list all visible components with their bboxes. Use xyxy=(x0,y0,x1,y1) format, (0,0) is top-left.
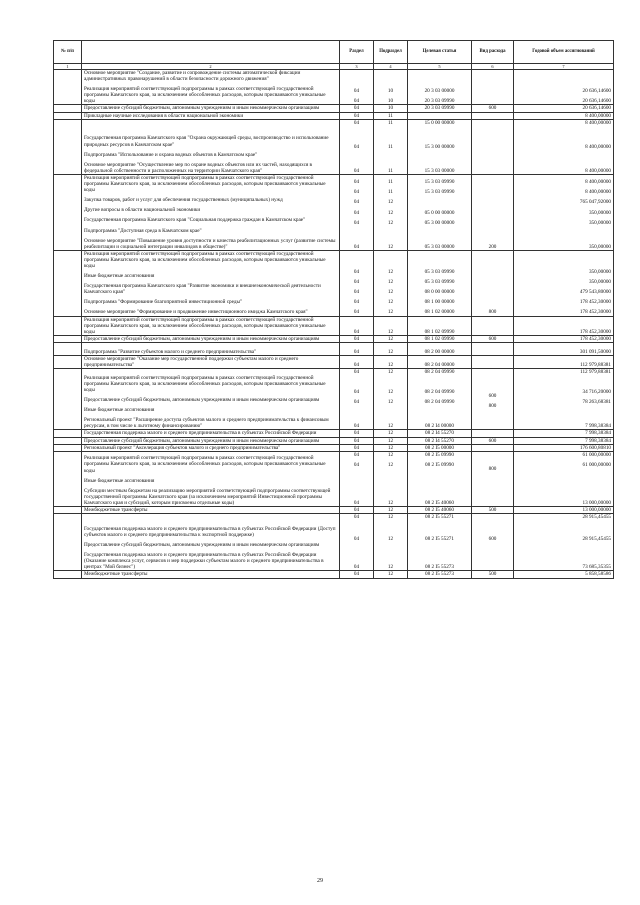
amount-cell xyxy=(514,119,614,174)
column-number: 3 xyxy=(340,64,374,70)
razdel-value: 04 xyxy=(353,499,360,506)
row-number-cell xyxy=(54,119,82,174)
razdel-cell: 04 xyxy=(340,355,374,368)
column-number: 7 xyxy=(514,64,614,70)
item-name: Иные бюджетные ассигнования xyxy=(84,273,155,280)
amount-cell xyxy=(514,369,614,430)
table-row xyxy=(54,437,614,444)
amount-value: 8 400,00000 xyxy=(585,143,611,150)
target-article-value: 08 2 I5 09990 xyxy=(425,451,454,458)
razdel-value: 04 xyxy=(353,289,360,296)
podrazdel-value: 11 xyxy=(388,119,393,126)
podrazdel-cell: 12 xyxy=(374,571,408,578)
expense-type-cell xyxy=(472,451,514,506)
target-article-value: 08 2 I5 40060 xyxy=(425,499,454,506)
amount-cell xyxy=(514,250,614,316)
target-article-cell: 08 2 00 00000 xyxy=(408,342,472,355)
budget-table xyxy=(53,40,614,579)
row-number-cell xyxy=(54,437,82,444)
table-row xyxy=(54,451,614,506)
razdel-value: 04 xyxy=(353,209,360,216)
podrazdel-value: 12 xyxy=(387,536,394,543)
row-number-cell xyxy=(54,369,82,430)
item-name: Закупка товаров, работ и услуг для обеспечения государственных (муниципальных) нужд xyxy=(84,197,283,204)
item-name-cell xyxy=(82,174,340,250)
column-number: 2 xyxy=(82,64,340,70)
podrazdel-value: 12 xyxy=(387,279,394,286)
item-name-cell xyxy=(82,369,340,430)
item-name: Иные бюджетные ассигнования xyxy=(84,407,155,414)
razdel-cell xyxy=(340,514,374,571)
expense-type-cell: 600 xyxy=(472,437,514,444)
amount-cell: 7 998,38384 xyxy=(514,437,614,444)
target-article-cell: 20 3 03 09990 xyxy=(408,105,472,112)
amount-value: 28 915,45455 xyxy=(582,536,611,543)
podrazdel-value: 10 xyxy=(387,88,394,95)
razdel-cell: 04 xyxy=(340,437,374,444)
target-article-value: 15 3 03 09990 xyxy=(424,179,455,186)
header-podrazdel: Подраздел xyxy=(374,41,408,64)
podrazdel-cell xyxy=(374,250,408,316)
amount-cell: 5 858,58586 xyxy=(514,571,614,578)
amount-value: 61 000,00000 xyxy=(582,451,611,458)
amount-value: 765 047,92000 xyxy=(579,199,611,206)
row-number-cell xyxy=(54,514,82,571)
amount-cell: 7 998,38384 xyxy=(514,430,614,437)
razdel-value: 04 xyxy=(353,243,360,250)
target-article-value: 08 2 I5 55271 xyxy=(425,536,454,543)
razdel-cell xyxy=(340,451,374,506)
row-number-cell xyxy=(54,250,82,316)
table-row xyxy=(54,430,614,437)
podrazdel-cell: 12 xyxy=(374,335,408,342)
expense-type-cell: 500 xyxy=(472,571,514,578)
razdel-cell: 04 xyxy=(340,342,374,355)
target-article-value: 08 0 00 00000 xyxy=(424,289,455,296)
header-target-article: Целевая статья xyxy=(408,41,472,64)
item-name: Реализация мероприятий соответствующей подпрограммы в рамках соответствующей государственной программы Камчатского края, за исключением обособленных расходов, которым присваиваются уникальные коды xyxy=(84,86,326,105)
amount-value: 61 000,00000 xyxy=(582,461,611,468)
expense-type-cell xyxy=(472,250,514,316)
row-number-cell xyxy=(54,507,82,514)
item-name: Подпрограмма "Использование и охрана водных объектов в Камчатском крае" xyxy=(84,151,258,158)
expense-type-cell: 600 xyxy=(472,335,514,342)
target-article-value: 05 3 03 09990 xyxy=(424,269,455,276)
amount-value: 350,00000 xyxy=(588,243,611,250)
amount-value: 8 400,00000 xyxy=(585,167,611,174)
expense-type-value: 600 xyxy=(488,536,497,543)
podrazdel-cell xyxy=(374,451,408,506)
target-article-value: 05 0 00 00000 xyxy=(424,209,455,216)
razdel-cell xyxy=(340,174,374,250)
target-article-cell xyxy=(408,174,472,250)
podrazdel-value: 12 xyxy=(387,389,394,396)
header-name xyxy=(82,41,340,64)
item-name: Реализация мероприятий соответствующей подпрограммы в рамках соответствующей государственной программы Камчатского края, за исключением обособленных расходов, которым присваиваются уникальные коды xyxy=(84,374,326,393)
row-number-cell xyxy=(54,335,82,342)
podrazdel-value: 12 xyxy=(387,219,394,226)
expense-type-cell xyxy=(472,70,514,105)
razdel-cell: 04 xyxy=(340,430,374,437)
podrazdel-value: 10 xyxy=(387,98,394,105)
razdel-cell: 04 xyxy=(340,105,374,112)
row-number-cell xyxy=(54,430,82,437)
item-name: Государственная программа Камчатского края "Развитие экономики и внешнеэкономической деятельности Камчатского края" xyxy=(84,283,321,296)
podrazdel-cell: 12 xyxy=(374,430,408,437)
target-article-value: 08 2 I4 00000 xyxy=(425,423,454,430)
target-article-cell: 08 2 I5 55273 xyxy=(408,571,472,578)
amount-cell: 13 000,00000 xyxy=(514,507,614,514)
item-name-cell: Межбюджетные трансферты xyxy=(82,571,340,578)
razdel-value: 04 xyxy=(353,179,360,186)
razdel-value: 04 xyxy=(353,309,360,316)
podrazdel-value: 12 xyxy=(387,423,394,430)
amount-value: 350,00000 xyxy=(588,209,611,216)
item-name-cell: Предоставление субсидий бюджетным, автономным учреждениям и иным некоммерческим организациям xyxy=(82,335,340,342)
table-row xyxy=(54,335,614,342)
target-article-cell: 08 2 I4 55270 xyxy=(408,430,472,437)
table-row xyxy=(54,571,614,578)
item-name-cell: Предоставление субсидий бюджетным, автономным учреждениям и иным некоммерческим организациям xyxy=(82,437,340,444)
item-name: Основное мероприятие "Формирование и продвижение инвестиционного имиджа Камчатского края" xyxy=(84,309,308,316)
table-row xyxy=(54,342,614,355)
row-number-cell xyxy=(54,112,82,119)
item-name: Другие вопросы в области национальной экономики xyxy=(84,207,201,214)
expense-type-cell xyxy=(472,112,514,119)
target-article-cell xyxy=(408,369,472,430)
target-article-value: 05 3 03 09990 xyxy=(424,279,455,286)
target-article-cell xyxy=(408,451,472,506)
amount-value: 350,00000 xyxy=(588,279,611,286)
amount-value: 8 400,00000 xyxy=(585,179,611,186)
target-article-cell: 08 2 04 00000 xyxy=(408,355,472,368)
expense-type-value: 800 xyxy=(488,465,497,472)
expense-type-cell xyxy=(472,174,514,250)
budget-table-page xyxy=(53,40,613,579)
amount-cell xyxy=(514,514,614,571)
podrazdel-value: 12 xyxy=(387,243,394,250)
item-name: Реализация мероприятий соответствующей подпрограммы в рамках соответствующей государственной программы Камчатского края, за исключением обособленных расходов, которым присваиваются уникальные коды xyxy=(84,250,326,269)
podrazdel-value: 11 xyxy=(388,143,393,150)
podrazdel-cell: 10 xyxy=(374,105,408,112)
razdel-value: 04 xyxy=(353,369,360,376)
item-name-cell: Прикладные научные исследования в области национальной экономики xyxy=(82,112,340,119)
item-name: Основное мероприятие "Создание, развитие и сопровождение системы автоматической фиксации административных правонарушений в области безопасности дорожного движения" xyxy=(84,70,301,83)
podrazdel-value: 11 xyxy=(388,179,393,186)
item-name: Реализация мероприятий соответствующей подпрограммы в рамках соответствующей государственной программы Камчатского края, за исключением обособленных расходов, которым присваиваются уникальные коды xyxy=(84,174,326,194)
podrazdel-value: 11 xyxy=(388,167,393,174)
podrazdel-value: 12 xyxy=(387,451,394,458)
target-article-cell xyxy=(408,119,472,174)
target-article-cell: 08 2 I5 00000 xyxy=(408,444,472,451)
item-name: Государственная программа Камчатского края "Социальная поддержка граждан в Камчатском крае" xyxy=(84,217,306,224)
razdel-value: 04 xyxy=(353,279,360,286)
amount-value: 73 685,35355 xyxy=(582,564,611,571)
podrazdel-value: 12 xyxy=(387,461,394,468)
item-name: Подпрограмма "Доступная среда в Камчатском крае" xyxy=(84,227,202,234)
razdel-value: 04 xyxy=(353,219,360,226)
item-name-cell xyxy=(82,514,340,571)
amount-value: 8 400,00000 xyxy=(585,119,611,126)
item-name-cell: Подпрограмма "Развитие субъектов малого и среднего предпринимательства" xyxy=(82,342,340,355)
amount-value: 13 000,00000 xyxy=(582,499,611,506)
item-name: Иные бюджетные ассигнования xyxy=(84,477,155,484)
podrazdel-value: 12 xyxy=(387,514,394,521)
item-name-cell: Предоставление субсидий бюджетным, автономным учреждениям и иным некоммерческим организациям xyxy=(82,105,340,112)
target-article-cell xyxy=(408,250,472,316)
amount-value: 479 543,80000 xyxy=(579,289,611,296)
podrazdel-cell: 12 xyxy=(374,355,408,368)
razdel-value: 04 xyxy=(353,143,360,150)
row-number-cell xyxy=(54,444,82,451)
item-name: Государственная поддержка малого и среднего предпринимательства в субъектах Российской Федерации (Доступ субъектов малого и среднего предпринимательства к экспортной поддержке) xyxy=(84,525,336,538)
razdel-value: 04 xyxy=(353,423,360,430)
column-number: 4 xyxy=(374,64,408,70)
row-number-cell xyxy=(54,571,82,578)
amount-cell: 301 091,50000 xyxy=(514,342,614,355)
amount-value: 34 716,20000 xyxy=(582,389,611,396)
target-article-cell: 08 1 02 09990 xyxy=(408,316,472,335)
podrazdel-cell xyxy=(374,174,408,250)
item-name: Региональный проект "Расширение доступа субъектов малого и среднего предпринимательства к финансовым ресурсам, в том числе к льготному финансированию" xyxy=(84,417,329,430)
razdel-cell: 04 xyxy=(340,571,374,578)
podrazdel-cell: 12 xyxy=(374,342,408,355)
podrazdel-value: 12 xyxy=(387,299,394,306)
item-name: Субсидии местным бюджетам на реализацию мероприятий соответствующей подпрограммы соответствующей государственной программы Камчатского края (за исключением мероприятий Инвестиционной программы Камчатского края и субсидий, которым присвоены отдельные коды) xyxy=(84,487,331,506)
header-expense-type: Вид расхода xyxy=(472,41,514,64)
expense-type-value: 800 xyxy=(488,403,497,410)
expense-type-cell xyxy=(472,342,514,355)
header-annual-amount: Годовой объем ассигнований xyxy=(514,41,614,64)
table-row xyxy=(54,112,614,119)
header-razdel: Раздел xyxy=(340,41,374,64)
target-article-value: 08 2 04 09990 xyxy=(424,369,455,376)
amount-cell xyxy=(514,174,614,250)
target-article-cell: 08 1 02 09990 xyxy=(408,335,472,342)
amount-cell: 178 452,30000 xyxy=(514,316,614,335)
expense-type-cell xyxy=(472,316,514,335)
podrazdel-cell xyxy=(374,369,408,430)
table-row xyxy=(54,507,614,514)
item-name-cell: Реализация мероприятий соответствующей подпрограммы в рамках соответствующей государственной программы Камчатского края, за исключением обособленных расходов, которым присваиваются уникальные коды xyxy=(82,316,340,335)
table-row xyxy=(54,514,614,571)
razdel-value: 04 xyxy=(353,167,360,174)
razdel-cell: 04 xyxy=(340,335,374,342)
podrazdel-value: 12 xyxy=(387,209,394,216)
razdel-value: 04 xyxy=(353,514,360,521)
item-name-cell xyxy=(82,119,340,174)
razdel-value: 04 xyxy=(353,451,360,458)
podrazdel-cell xyxy=(374,514,408,571)
amount-value: 7 998,38384 xyxy=(585,423,611,430)
item-name-cell: Межбюджетные трансферты xyxy=(82,507,340,514)
target-article-value: 15 0 00 00000 xyxy=(424,119,455,126)
row-number-cell xyxy=(54,355,82,368)
razdel-value: 04 xyxy=(353,88,360,95)
podrazdel-value: 11 xyxy=(388,189,393,196)
razdel-value: 04 xyxy=(353,119,360,126)
item-name: Предоставление субсидий бюджетным, автономным учреждениям и иным некоммерческим организациям xyxy=(84,542,320,549)
podrazdel-value: 12 xyxy=(387,199,394,206)
podrazdel-value: 12 xyxy=(387,369,394,376)
expense-type-cell xyxy=(472,369,514,430)
target-article-value: 08 1 02 00000 xyxy=(424,309,455,316)
target-article-value: 15 3 00 00000 xyxy=(424,143,455,150)
header-num: № п/п xyxy=(54,41,82,64)
item-name: Предоставление субсидий бюджетным, автономным учреждениям и иным некоммерческим организациям xyxy=(84,397,320,404)
expense-type-cell xyxy=(472,444,514,451)
row-number-cell xyxy=(54,342,82,355)
podrazdel-cell: 11 xyxy=(374,112,408,119)
item-name: Государственная программа Камчатского края "Охрана окружающей среды, воспроизводство и использование природных ресурсов в Камчатском крае" xyxy=(84,135,329,148)
item-name-cell xyxy=(82,451,340,506)
amount-cell: 112 979,88381 xyxy=(514,355,614,368)
target-article-value: 05 3 03 00000 xyxy=(424,243,455,250)
razdel-cell: 04 xyxy=(340,444,374,451)
razdel-value: 04 xyxy=(353,199,360,206)
razdel-value: 04 xyxy=(353,536,360,543)
target-article-value: 05 3 00 00000 xyxy=(424,219,455,226)
amount-cell: 20 636,14600 xyxy=(514,105,614,112)
amount-value: 20 636,14600 xyxy=(582,88,611,95)
podrazdel-cell: 12 xyxy=(374,437,408,444)
target-article-value: 15 3 03 00000 xyxy=(424,167,455,174)
item-name: Государственная поддержка малого и среднего предпринимательства в субъектах Российской Федерации (Оказание комплекса услуг, сервисов и мер поддержки субъектам малого и среднего предпринимательства в центрах "Мой бизнес") xyxy=(84,552,324,571)
razdel-cell xyxy=(340,119,374,174)
target-article-value: 20 3 03 00000 xyxy=(424,88,455,95)
podrazdel-value: 12 xyxy=(387,269,394,276)
table-row xyxy=(54,105,614,112)
expense-type-cell xyxy=(472,119,514,174)
table-row xyxy=(54,250,614,316)
column-number: 5 xyxy=(408,64,472,70)
expense-type-value: 600 xyxy=(488,393,497,400)
razdel-value: 04 xyxy=(353,98,360,105)
podrazdel-value: 12 xyxy=(387,289,394,296)
column-number: 6 xyxy=(472,64,514,70)
target-article-value: 08 2 04 09990 xyxy=(424,389,455,396)
razdel-value: 04 xyxy=(353,189,360,196)
amount-value: 8 400,00000 xyxy=(585,189,611,196)
podrazdel-value: 12 xyxy=(387,564,394,571)
podrazdel-value: 12 xyxy=(387,499,394,506)
target-article-value: 08 2 04 09990 xyxy=(424,399,455,406)
expense-type-cell: 600 xyxy=(472,105,514,112)
razdel-value: 04 xyxy=(353,389,360,396)
table-row xyxy=(54,316,614,335)
razdel-cell: 04 xyxy=(340,507,374,514)
razdel-cell: 04 xyxy=(340,112,374,119)
item-name: Реализация мероприятий соответствующей подпрограммы в рамках соответствующей государственной программы Камчатского края, за исключением обособленных расходов, которым присваиваются уникальные коды xyxy=(84,455,326,474)
target-article-value: 08 1 00 00000 xyxy=(424,299,455,306)
target-article-cell xyxy=(408,514,472,571)
target-article-cell: 08 2 I4 55270 xyxy=(408,437,472,444)
item-name: Основное мероприятие "Осуществление мер по охране водных объектов или их частей, находящихся в федеральной собственности и расположенных на территории Камчатского края" xyxy=(84,161,313,174)
amount-value: 178 452,30000 xyxy=(579,309,611,316)
item-name-cell: Государственная поддержка малого и среднего предпринимательства в субъектах Российской Федерации xyxy=(82,430,340,437)
amount-value: 20 636,14600 xyxy=(582,98,611,105)
amount-value: 178 452,30000 xyxy=(579,299,611,306)
item-name-cell: Основное мероприятие "Оказание мер государственной поддержки субъектам малого и среднего предпринимательства" xyxy=(82,355,340,368)
table-row xyxy=(54,119,614,174)
table-row xyxy=(54,174,614,250)
row-number-cell xyxy=(54,451,82,506)
table-row xyxy=(54,355,614,368)
razdel-value: 04 xyxy=(353,564,360,571)
podrazdel-cell: 12 xyxy=(374,316,408,335)
item-name-cell xyxy=(82,250,340,316)
target-article-cell: 08 2 I5 40060 xyxy=(408,507,472,514)
table-row xyxy=(54,369,614,430)
amount-cell xyxy=(514,451,614,506)
row-number-cell xyxy=(54,105,82,112)
podrazdel-value: 12 xyxy=(387,309,394,316)
amount-cell: 8 400,00000 xyxy=(514,112,614,119)
target-article-value: 08 2 I5 55273 xyxy=(425,564,454,571)
expense-type-cell: 500 xyxy=(472,507,514,514)
expense-type-value: 200 xyxy=(488,243,497,250)
target-article-cell xyxy=(408,112,472,119)
item-name: Основное мероприятие "Повышение уровня доступности и качества реабилитационных услуг (развитие системы реабилитации и социальной интеграции инвалидов в обществе)" xyxy=(84,237,336,250)
target-article-value: 08 2 I5 09990 xyxy=(425,461,454,468)
item-name-cell: Региональный проект "Акселерация субъектов малого и среднего предпринимательства" xyxy=(82,444,340,451)
expense-type-cell xyxy=(472,355,514,368)
razdel-value: 04 xyxy=(353,399,360,406)
amount-value: 112 979,88381 xyxy=(580,369,611,376)
target-article-value: 20 3 03 09990 xyxy=(424,98,455,105)
razdel-cell xyxy=(340,250,374,316)
amount-value: 350,00000 xyxy=(588,269,611,276)
podrazdel-value: 12 xyxy=(387,399,394,406)
expense-type-cell xyxy=(472,514,514,571)
amount-value: 350,00000 xyxy=(588,219,611,226)
expense-type-value: 800 xyxy=(488,309,497,316)
page-number: 29 xyxy=(317,878,323,884)
table-header-row xyxy=(54,41,614,64)
amount-cell: 178 452,30000 xyxy=(514,335,614,342)
amount-value: 28 915,45455 xyxy=(582,514,611,521)
item-name: Подпрограмма "Формирование благоприятной инвестиционной среды" xyxy=(84,299,243,306)
podrazdel-cell xyxy=(374,119,408,174)
expense-type-cell xyxy=(472,430,514,437)
amount-cell: 176 600,80810 xyxy=(514,444,614,451)
target-article-cell xyxy=(408,70,472,105)
target-article-value: 15 3 03 09990 xyxy=(424,189,455,196)
column-number: 1 xyxy=(54,64,82,70)
podrazdel-cell xyxy=(374,70,408,105)
podrazdel-cell: 12 xyxy=(374,507,408,514)
item-name-cell xyxy=(82,70,340,105)
table-row xyxy=(54,70,614,105)
razdel-cell: 04 xyxy=(340,316,374,335)
amount-value: 78 263,68381 xyxy=(582,399,611,406)
row-number-cell xyxy=(54,70,82,105)
target-article-value: 08 2 I5 55271 xyxy=(425,514,454,521)
razdel-value: 04 xyxy=(353,269,360,276)
razdel-value: 04 xyxy=(353,299,360,306)
row-number-cell xyxy=(54,316,82,335)
amount-cell xyxy=(514,70,614,105)
row-number-cell xyxy=(54,174,82,250)
podrazdel-cell: 12 xyxy=(374,444,408,451)
razdel-value: 04 xyxy=(353,461,360,468)
razdel-cell xyxy=(340,70,374,105)
table-row xyxy=(54,444,614,451)
razdel-cell xyxy=(340,369,374,430)
